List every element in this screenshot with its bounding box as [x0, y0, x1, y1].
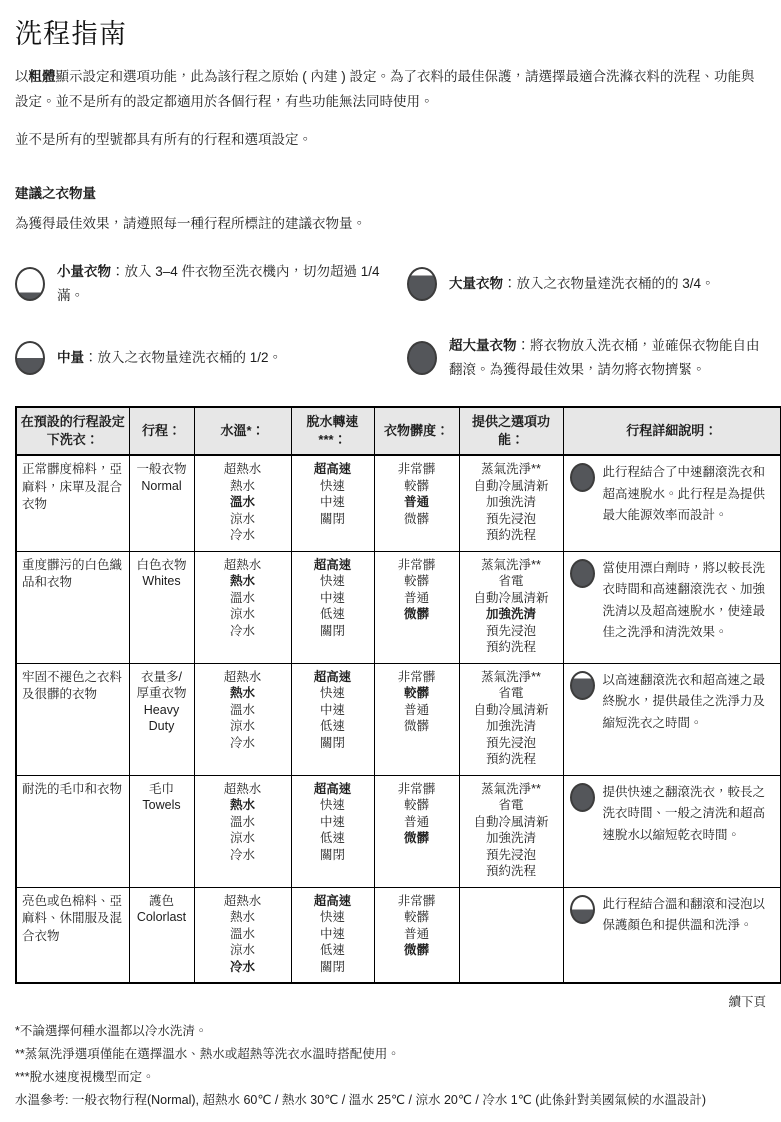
cell-line: 涼水 — [229, 831, 255, 845]
load-section-description: 為獲得最佳效果，請遵照每一種行程所標註的建議衣物量。 — [15, 216, 366, 231]
load-item-label: 小量衣物 — [57, 264, 111, 279]
detail-layout — [570, 462, 776, 527]
detail-cell — [563, 455, 781, 551]
cell-line: 關閉 — [319, 959, 345, 974]
detail-layout — [570, 894, 776, 937]
load-item — [407, 260, 767, 308]
load-quarter-icon — [15, 267, 45, 301]
header-line: 衣物髒度： — [383, 423, 449, 438]
water-temp-cell — [194, 455, 291, 551]
water-temp-cell — [194, 663, 291, 775]
cell-line: 預先浸泡 — [485, 847, 536, 862]
cell-line: 冷水 — [229, 847, 255, 862]
cell-line: 溫水 — [229, 814, 255, 829]
cell-line: 涼水 — [229, 719, 255, 733]
cell-line: 較髒 — [403, 910, 429, 924]
cell-line: 低速 — [319, 607, 345, 621]
cell-line: 熱水 — [229, 478, 255, 493]
cell-line: 省電 — [498, 798, 524, 812]
cell-line: 微髒 — [403, 511, 429, 526]
cycle-cell — [129, 455, 194, 551]
cell-line: 熱水 — [229, 686, 255, 700]
cell-line: 熱水 — [229, 574, 255, 588]
options-cell — [459, 887, 563, 983]
intro-rest: 顯示設定和選項功能，此為該行程之原始 ( 內建 ) 設定。為了衣料的最佳保護，請選擇最適合洗滌衣料的洗程、功能與設定。並不是所有的設定都適用於各個行程，有些功能無法同時使用。 — [15, 69, 755, 109]
table-header-cell — [129, 407, 194, 455]
cell-line: 超熱水 — [223, 781, 262, 796]
detail-text: 提供快速之翻滾洗衣，較長之洗衣時間、一般之清洗和超高速脫水以縮短乾衣時間。 — [602, 784, 766, 842]
cycle-cell — [129, 663, 194, 775]
cycle-line: Normal — [141, 478, 182, 493]
detail-text: 此行程結合溫和翻滾和浸泡以保護顏色和提供溫和洗淨。 — [602, 896, 766, 932]
load-section-heading: 建議之衣物量 — [15, 186, 96, 201]
water-temp-cell — [194, 775, 291, 887]
cell-line: 超高速 — [313, 669, 352, 684]
load-three-quarter-icon — [407, 267, 437, 301]
cell-line: 蒸氣洗淨** — [481, 669, 541, 684]
table-header-cell — [194, 407, 291, 455]
cell-line: 超高速 — [313, 462, 352, 476]
cycle-line: 毛巾 — [148, 781, 174, 796]
cycle-line: Duty — [148, 719, 175, 733]
cell-line: 快速 — [319, 798, 345, 812]
load-three-quarter-icon — [570, 671, 595, 700]
cell-line: 微髒 — [403, 831, 429, 845]
cell-line: 微髒 — [403, 719, 429, 733]
load-half-icon — [15, 341, 45, 375]
cell-line: 自動冷風清新 — [473, 590, 549, 605]
load-item-description: ：將衣物放入洗衣桶，並確保衣物能自由翻滾。為獲得最佳效果，請勿將衣物擠緊。 — [449, 338, 760, 377]
cell-line: 快速 — [319, 574, 345, 588]
load-item-text — [57, 346, 282, 370]
spin-speed-cell — [291, 551, 374, 663]
fabric-cell: 正常髒度棉料，亞麻料，床單及混合衣物 — [16, 455, 129, 551]
cell-line: 冷水 — [229, 959, 255, 974]
soil-level-cell — [374, 775, 459, 887]
cell-line: 熱水 — [229, 798, 255, 812]
cell-line: 超熱水 — [223, 462, 262, 476]
cell-line: 快速 — [319, 686, 345, 700]
cell-line: 預先浸泡 — [485, 735, 536, 750]
table-header-cell — [291, 407, 374, 455]
cell-line: 普通 — [403, 926, 429, 941]
cell-line: 低速 — [319, 943, 345, 957]
load-full-icon — [407, 341, 437, 375]
options-cell — [459, 663, 563, 775]
cycle-cell — [129, 775, 194, 887]
cell-line: 蒸氣洗淨** — [481, 557, 541, 572]
cell-line: 預約洗程 — [485, 528, 536, 542]
cell-line: 預約洗程 — [485, 752, 536, 766]
cell-line: 關閉 — [319, 623, 345, 638]
detail-cell — [563, 663, 781, 775]
cell-line: 較髒 — [403, 798, 429, 812]
options-cell — [459, 551, 563, 663]
cell-line: 快速 — [319, 478, 345, 493]
cell-line: 中速 — [319, 495, 345, 509]
cell-line: 超熱水 — [223, 893, 262, 908]
fabric-cell: 牢固不褪色之衣料及很髒的衣物 — [16, 663, 129, 775]
header-line: 在預設的行程設定 — [20, 414, 125, 429]
cell-line: 低速 — [319, 719, 345, 733]
cell-line: 中速 — [319, 590, 345, 605]
cell-line: 微髒 — [403, 607, 429, 621]
cell-line: 普通 — [403, 590, 429, 605]
cycle-line: 厚重衣物 — [136, 686, 187, 700]
cell-line: 中速 — [319, 814, 345, 829]
load-item-text — [449, 272, 715, 296]
cell-line: 普通 — [403, 814, 429, 829]
cell-line: 快速 — [319, 910, 345, 924]
footnote: ***脫水速度視機型而定。 — [15, 1070, 155, 1084]
cell-line: 超高速 — [313, 781, 352, 796]
soil-level-cell — [374, 455, 459, 551]
header-line: 行程： — [141, 423, 181, 438]
cell-line: 蒸氣洗淨** — [481, 781, 541, 796]
fabric-cell: 重度髒污的白色織品和衣物 — [16, 551, 129, 663]
header-line: 行程詳細說明： — [626, 423, 718, 438]
footnote: 水溫參考: 一般衣物行程(Normal), 超熱水 60℃ / 熱水 30℃ / 溫水 25℃ / 涼水 20℃ / 冷水 1℃ (此係針對美國氣候的水溫設計) — [15, 1093, 707, 1107]
cell-line: 涼水 — [229, 607, 255, 621]
cell-line: 微髒 — [403, 943, 429, 957]
cycle-line: 衣量多/ — [141, 669, 182, 684]
cycle-line: 白色衣物 — [136, 557, 187, 572]
spin-speed-cell — [291, 455, 374, 551]
cell-line: 普通 — [403, 702, 429, 717]
load-full-icon — [570, 559, 595, 588]
table-row — [16, 663, 781, 775]
load-full-icon — [570, 783, 595, 812]
cell-line: 加強洗清 — [485, 495, 536, 509]
cell-line: 自動冷風清新 — [473, 702, 549, 717]
detail-layout — [570, 558, 776, 644]
soil-level-cell — [374, 551, 459, 663]
water-temp-cell — [194, 887, 291, 983]
cell-line: 非常髒 — [397, 462, 436, 476]
cell-line: 關閉 — [319, 735, 345, 750]
cell-line: 中速 — [319, 926, 345, 941]
cell-line: 溫水 — [229, 702, 255, 717]
cycle-line: Whites — [142, 574, 181, 588]
table-header-cell — [16, 407, 129, 455]
cycle-guide-table — [15, 406, 781, 984]
detail-cell — [563, 887, 781, 983]
page-title: 洗程指南 — [15, 19, 127, 49]
cell-line: 較髒 — [403, 686, 429, 700]
cell-line: 超高速 — [313, 893, 352, 908]
fabric-cell: 耐洗的毛巾和衣物 — [16, 775, 129, 887]
table-header-row — [16, 407, 781, 455]
table-header-cell — [374, 407, 459, 455]
footnote: **蒸氣洗淨選項僅能在選擇溫水、熱水或超熱等洗衣水溫時搭配使用。 — [15, 1047, 400, 1061]
spin-speed-cell — [291, 775, 374, 887]
soil-level-cell — [374, 887, 459, 983]
detail-layout — [570, 670, 776, 735]
load-item-label: 中量 — [57, 350, 84, 365]
cell-line: 超熱水 — [223, 669, 262, 684]
load-item — [15, 334, 407, 382]
table-row — [16, 887, 781, 983]
detail-layout — [570, 782, 776, 847]
cycle-cell — [129, 887, 194, 983]
cell-line: 非常髒 — [397, 893, 436, 908]
load-item — [15, 260, 407, 308]
cell-line: 中速 — [319, 702, 345, 717]
cell-line: 超高速 — [313, 557, 352, 572]
spin-speed-cell — [291, 887, 374, 983]
cell-line: 非常髒 — [397, 781, 436, 796]
header-line: 下洗衣： — [46, 432, 99, 447]
header-line: 提供之選項功能： — [471, 414, 550, 447]
detail-text: 以高速翻滾洗衣和超高速之最終脫水，提供最佳之洗淨力及縮短洗衣之時間。 — [602, 672, 766, 730]
cell-line: 加強洗清 — [485, 607, 536, 621]
cycle-line: 護色 — [148, 893, 174, 908]
cell-line: 預約洗程 — [485, 640, 536, 654]
cell-line: 冷水 — [229, 623, 255, 638]
load-item-label: 大量衣物 — [449, 276, 503, 291]
cell-line: 熱水 — [229, 910, 255, 924]
cell-line: 預先浸泡 — [485, 623, 536, 638]
cell-line: 非常髒 — [397, 669, 436, 684]
cell-line: 自動冷風清新 — [473, 478, 549, 493]
cell-line: 預約洗程 — [485, 864, 536, 878]
header-line: 脫水轉速***： — [306, 414, 359, 447]
cell-line: 冷水 — [229, 735, 255, 750]
cell-line: 溫水 — [229, 590, 255, 605]
cell-line: 涼水 — [229, 511, 255, 526]
cell-line: 預先浸泡 — [485, 511, 536, 526]
cell-line: 普通 — [403, 495, 429, 509]
load-size-legend — [15, 260, 767, 382]
table-row — [16, 551, 781, 663]
table-row — [16, 775, 781, 887]
fabric-cell: 亮色或色棉料、亞麻料、休閒服及混合衣物 — [16, 887, 129, 983]
intro-bold-term: 粗體 — [28, 69, 56, 84]
table-header-cell — [459, 407, 563, 455]
cycle-line: Colorlast — [136, 910, 187, 924]
table-header-cell — [563, 407, 781, 455]
options-cell — [459, 775, 563, 887]
cycle-cell — [129, 551, 194, 663]
spin-speed-cell — [291, 663, 374, 775]
cell-line: 省電 — [498, 686, 524, 700]
cell-line: 加強洗清 — [485, 719, 536, 733]
cell-line: 涼水 — [229, 943, 255, 957]
load-item-text — [449, 334, 761, 382]
cell-line: 冷水 — [229, 528, 255, 542]
water-temp-cell — [194, 551, 291, 663]
cell-line: 加強洗清 — [485, 831, 536, 845]
load-item-label: 超大量衣物 — [449, 338, 517, 353]
detail-cell — [563, 775, 781, 887]
soil-level-cell — [374, 663, 459, 775]
cell-line: 溫水 — [229, 495, 255, 509]
load-item-description: ：放入之衣物量達洗衣桶的的 3/4。 — [503, 276, 715, 291]
load-half-icon — [570, 895, 595, 924]
detail-text: 當使用漂白劑時，將以較長洗衣時間和高速翻滾洗衣、加強洗清以及超高速脫水，使達最佳之洗淨和清洗效果。 — [602, 560, 766, 639]
cycle-line: 一般衣物 — [136, 462, 187, 476]
cell-line: 較髒 — [403, 478, 429, 493]
intro-prefix: 以 — [15, 69, 29, 84]
detail-text: 此行程結合了中速翻滾洗衣和超高速脫水。此行程是為提供最大能源效率而設計。 — [602, 465, 766, 522]
table-row — [16, 455, 781, 551]
cycle-line: Towels — [142, 798, 181, 812]
cell-line: 關閉 — [319, 511, 345, 526]
footnotes — [15, 1020, 767, 1112]
load-item-text — [57, 260, 401, 308]
load-item-description: ：放入 3–4 件衣物至洗衣機內，切勿超過 1/4 滿。 — [57, 264, 380, 303]
load-full-icon — [570, 463, 595, 492]
cell-line: 非常髒 — [397, 557, 436, 572]
footnote: *不論選擇何種水溫都以冷水洗清。 — [15, 1024, 208, 1038]
intro-paragraph-2: 並不是所有的型號都具有所有的行程和選項設定。 — [15, 132, 312, 147]
options-cell — [459, 455, 563, 551]
continued-next-page-note: 續下頁 — [728, 995, 766, 1009]
cell-line: 低速 — [319, 831, 345, 845]
load-item-description: ：放入之衣物量達洗衣桶的 1/2。 — [84, 350, 283, 365]
cell-line: 自動冷風清新 — [473, 814, 549, 829]
load-item — [407, 334, 767, 382]
cell-line: 關閉 — [319, 847, 345, 862]
cell-line: 較髒 — [403, 574, 429, 588]
intro-paragraph-1 — [15, 64, 767, 114]
cell-line: 蒸氣洗淨** — [481, 462, 541, 476]
header-line: 水溫*： — [220, 423, 265, 438]
cell-line: 省電 — [498, 574, 524, 588]
cell-line: 溫水 — [229, 926, 255, 941]
cycle-line: Heavy — [143, 702, 180, 717]
detail-cell — [563, 551, 781, 663]
cell-line: 超熱水 — [223, 557, 262, 572]
